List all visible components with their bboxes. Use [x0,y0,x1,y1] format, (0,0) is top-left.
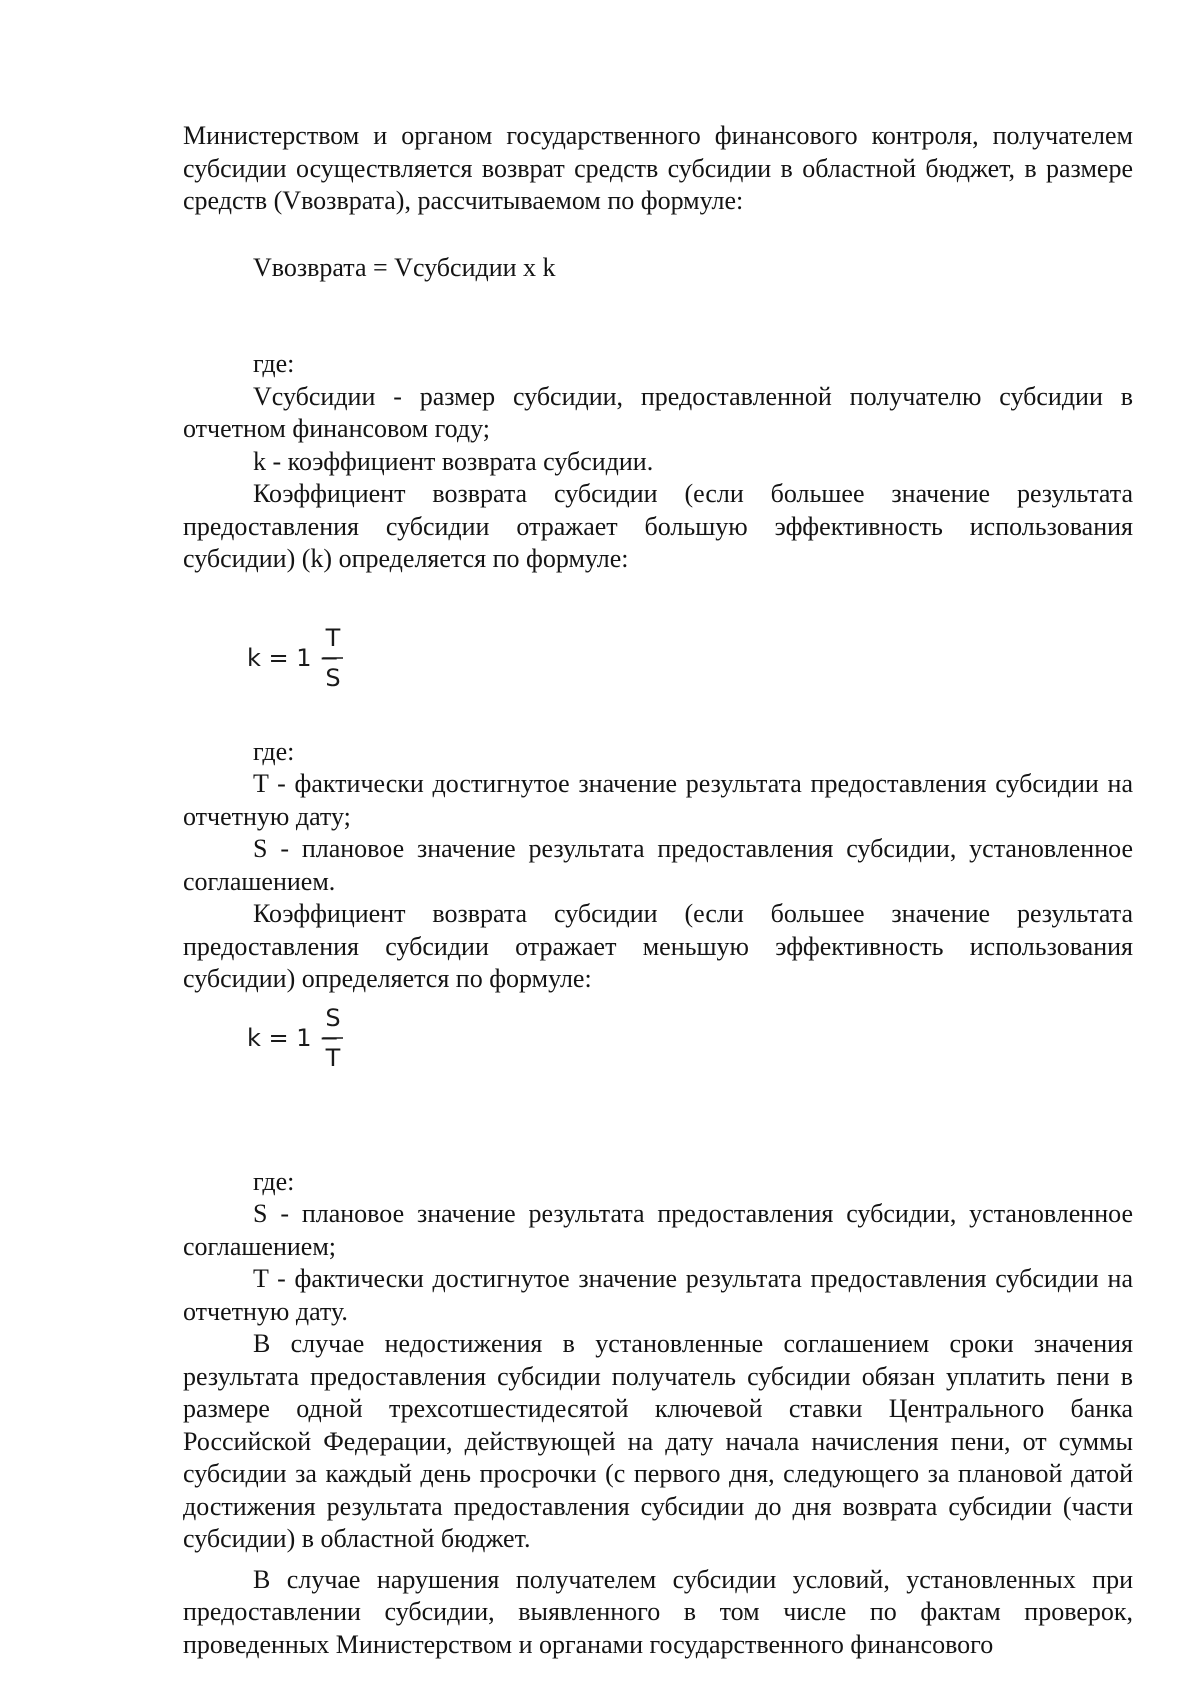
formula-k-1-lhs: k = 1 − [247,643,340,672]
definition-k: k - коэффициент возврата субсидии. [253,446,654,476]
formula-k-1-denominator: S [325,663,341,692]
formula-k-2-lhs: k = 1 − [247,1023,340,1052]
formula-k-1 [247,620,1133,698]
formula-k-2-svg [247,1000,407,1078]
paragraph-intro: Министерством и органом государственного финансового контроля, получателем субсидии осуществляется возврат средств субсидии в областной бюджет, в размере средств (Vвозврата), рассчитываемом по формуле: [183,121,1133,215]
formula-k-2-numerator: S [325,1003,341,1032]
paragraph-penalty: В случае недостижения в установленные соглашением сроки значения результата предоставления субсидии получатель субсидии обязан уплатить пени в размере одной трехсотшестидесятой ключевой ставки Центрального банка Российской Федерации, действующей на дату начала начисления пени, от суммы субсидии за каждый день просрочки (с первого дня, следующего за плановой датой достижения результата предоставления субсидии до дня возврата субсидии (части субсидии) в областной бюджет. [183,1329,1133,1553]
definition-t-2: T - фактически достигнутое значение результата предоставления субсидии на отчетную дату. [183,1264,1133,1326]
where-label-1: где: [253,349,295,378]
paragraph-violation: В случае нарушения получателем субсидии условий, установленных при предоставлении субсидии, выявленного в том числе по фактам проверок, проведенных Министерством и органами государственного финансового [183,1564,1133,1659]
formula-k-1-numerator: T [325,623,341,652]
document-body [183,120,1133,1661]
paragraph-coefficient-1: Коэффициент возврата субсидии (если большее значение результата предоставления субсидии отражает большую эффективность использования субсидии) (k) определяется по формуле: [183,479,1133,573]
definition-s-1: S - плановое значение результата предоставления субсидии, установленное соглашением. [183,834,1133,896]
formula-k-1-svg [247,620,407,698]
formula-return: Vвозврата = Vсубсидии x k [253,252,556,282]
paragraph-coefficient-2: Коэффициент возврата субсидии (если большее значение результата предоставления субсидии отражает меньшую эффективность использования субсидии) определяется по формуле: [183,899,1133,993]
definition-vsubsidy: Vсубсидии - размер субсидии, предоставленной получателю субсидии в отчетном финансовом году; [183,381,1133,443]
where-label-3: где: [253,1166,295,1196]
where-label-2: где: [253,736,295,766]
formula-k-2-denominator: T [325,1043,341,1072]
definition-t-1: T - фактически достигнутое значение результата предоставления субсидии на отчетную дату; [183,769,1133,831]
definition-s-2: S - плановое значение результата предоставления субсидии, установленное соглашением; [183,1199,1133,1261]
formula-k-2 [247,1000,1133,1078]
